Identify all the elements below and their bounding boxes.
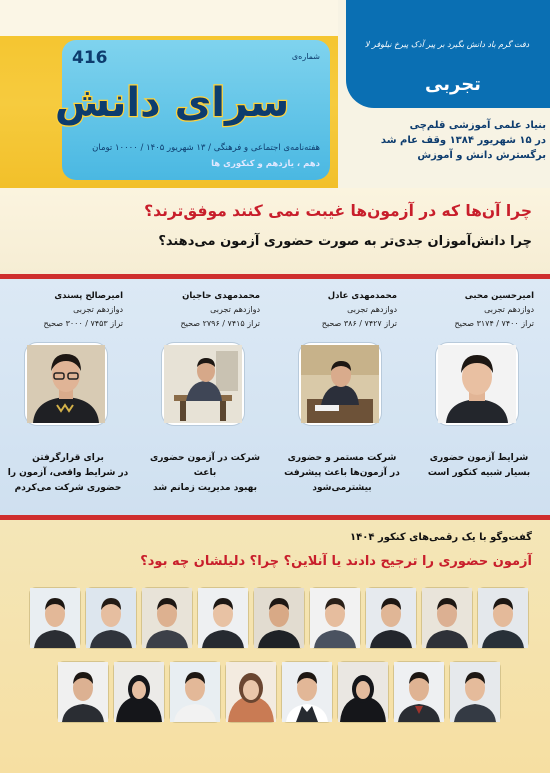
slogan: دفت گرم باد دانش بگیرد بر پیر آدک پیرخ نیلوفر لا — [364, 40, 530, 49]
header-top-strip — [0, 0, 338, 36]
top-ranker-photo — [310, 588, 360, 648]
foundation-text — [350, 118, 546, 163]
top-ranker-photo — [422, 588, 472, 648]
quote-line: شرکت مستمر و حضوری — [287, 453, 397, 463]
student-card — [275, 279, 412, 515]
interview-section — [0, 520, 550, 773]
top-ranker-photo — [114, 662, 164, 722]
interview-headline: آزمون حضوری را ترجیح دادند یا آنلاین؟ چرا؟ دلیلشان چه بود؟ — [140, 554, 532, 569]
branch-panel — [338, 0, 550, 188]
student-grade: دوازدهم تجربی — [484, 305, 534, 314]
student-name: محمدمهدی حاجیان — [182, 291, 260, 301]
student-score: تراز ۷۴۱۵ / ۲۷۹۶ صحیح — [180, 319, 260, 328]
interview-label: گفت‌وگو با یک رقمی‌های کنکور ۱۴۰۴ — [350, 532, 532, 543]
student-grade: دوازدهم تجربی — [73, 305, 123, 314]
student-name: امیرصالح پسندی — [54, 291, 123, 301]
quote-line: شرکت در آزمون حضوری باعث — [150, 453, 260, 478]
student-photo — [162, 343, 244, 425]
top-ranker-photo — [226, 662, 276, 722]
student-score: تراز ۷۴۲۷ / ۳۸۶ صحیح — [321, 319, 397, 328]
main-headline: چرا آن‌ها که در آزمون‌ها غیبت نمی کنند موفق‌ترند؟ — [144, 202, 532, 220]
logo-text: سرای دانش — [54, 80, 290, 126]
foundation-line: برگسترش دانش و آموزش — [417, 150, 546, 161]
student-name: امیرحسین محبی — [464, 291, 534, 301]
student-quote — [140, 451, 270, 496]
student-photo — [436, 343, 518, 425]
top-ranker-photo — [198, 588, 248, 648]
header — [0, 0, 550, 188]
foundation-line: بنیاد علمی آموزشی قلم‌چی — [409, 120, 546, 131]
headline-area — [0, 188, 550, 274]
top-ranker-photo — [366, 588, 416, 648]
top-ranker-photo — [142, 588, 192, 648]
student-grade: دوازدهم تجربی — [347, 305, 397, 314]
student-quote — [414, 451, 544, 481]
student-photo — [25, 343, 107, 425]
top-ranker-photo — [394, 662, 444, 722]
top-ranker-photo — [58, 662, 108, 722]
header-yellow-panel — [0, 0, 338, 188]
issue-label: شماره‌ی — [291, 52, 320, 61]
foundation-line: در ۱۵ شهریور ۱۳۸۴ وقف عام شد — [380, 135, 546, 146]
issue-number: 416 — [72, 48, 108, 68]
quote-line: بیشترمی‌شود — [312, 483, 372, 493]
issue-meta: هفته‌نامه‌ی اجتماعی و فرهنگی / ۱۳ شهریور ۱۴۰۵ / ۱۰۰۰۰ تومان — [92, 143, 320, 153]
top-ranker-photo — [30, 588, 80, 648]
student-card — [412, 279, 549, 515]
quote-line: در آزمون‌ها باعث پیشرفت — [284, 468, 400, 478]
student-score: تراز ۷۴۰۰ / ۳۱۷۴ صحیح — [454, 319, 534, 328]
student-card — [1, 279, 138, 515]
top-ranker-photo — [254, 588, 304, 648]
top-ranker-photo — [450, 662, 500, 722]
student-grade: دوازدهم تجربی — [210, 305, 260, 314]
student-name: محمدمهدی عادل — [327, 291, 397, 301]
top-ranker-photo — [282, 662, 332, 722]
top-ranker-photo — [478, 588, 528, 648]
grade-line: دهم ، یازدهم و کنکوری ها — [211, 159, 320, 169]
quote-line: بهبود مدیریت زمانم شد — [153, 483, 257, 493]
quote-line: برای قرارگرفتن — [32, 453, 104, 463]
student-score: تراز ۷۴۵۳ / ۳۰۰۰ صحیح — [43, 319, 123, 328]
top-ranker-photo — [170, 662, 220, 722]
student-card — [138, 279, 275, 515]
top-ranker-photo — [86, 588, 136, 648]
student-section — [0, 279, 550, 515]
branch-title: تجربی — [425, 74, 481, 95]
masthead-logo — [54, 70, 290, 130]
quote-line: شرایط آزمون حضوری — [429, 453, 529, 463]
student-quote — [3, 451, 133, 496]
quote-line: بسیار شبیه کنکور است — [427, 468, 531, 478]
quote-line: حضوری شرکت می‌کردم — [14, 483, 122, 493]
student-quote — [277, 451, 407, 496]
top-ranker-photo — [338, 662, 388, 722]
student-photo — [299, 343, 381, 425]
sub-headline: چرا دانش‌آموزان جدی‌تر به صورت حضوری آزمون می‌دهند؟ — [158, 234, 532, 249]
quote-line: در شرایط واقعی، آزمون را — [7, 468, 129, 478]
